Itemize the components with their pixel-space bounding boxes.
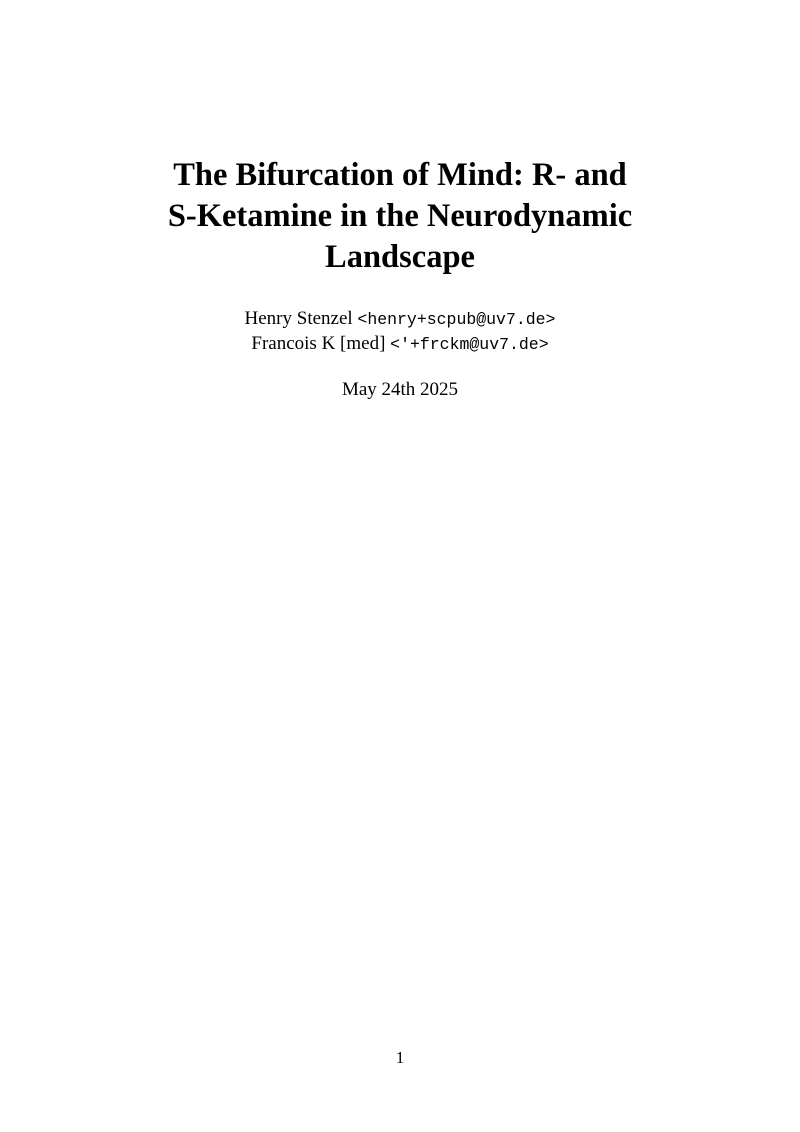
author-1-email[interactable]: <henry+scpub@uv7.de> <box>357 310 556 329</box>
title-line-3: Landscape <box>325 239 475 275</box>
author-1 <box>100 307 700 332</box>
author-2-email[interactable]: <'+frckm@uv7.de> <box>390 335 549 354</box>
page-number: 1 <box>395 1048 405 1067</box>
paper-title <box>140 155 660 278</box>
title-line-2: S-Ketamine in the Neurodynamic <box>167 198 633 234</box>
publication-date: May 24th 2025 <box>341 379 459 400</box>
author-2-name: Francois K [med] <box>251 333 386 354</box>
title-line-1: The Bifurcation of Mind: R- and <box>173 157 627 193</box>
author-list <box>100 307 700 357</box>
author-2 <box>100 332 700 357</box>
author-1-name: Henry Stenzel <box>244 308 353 329</box>
